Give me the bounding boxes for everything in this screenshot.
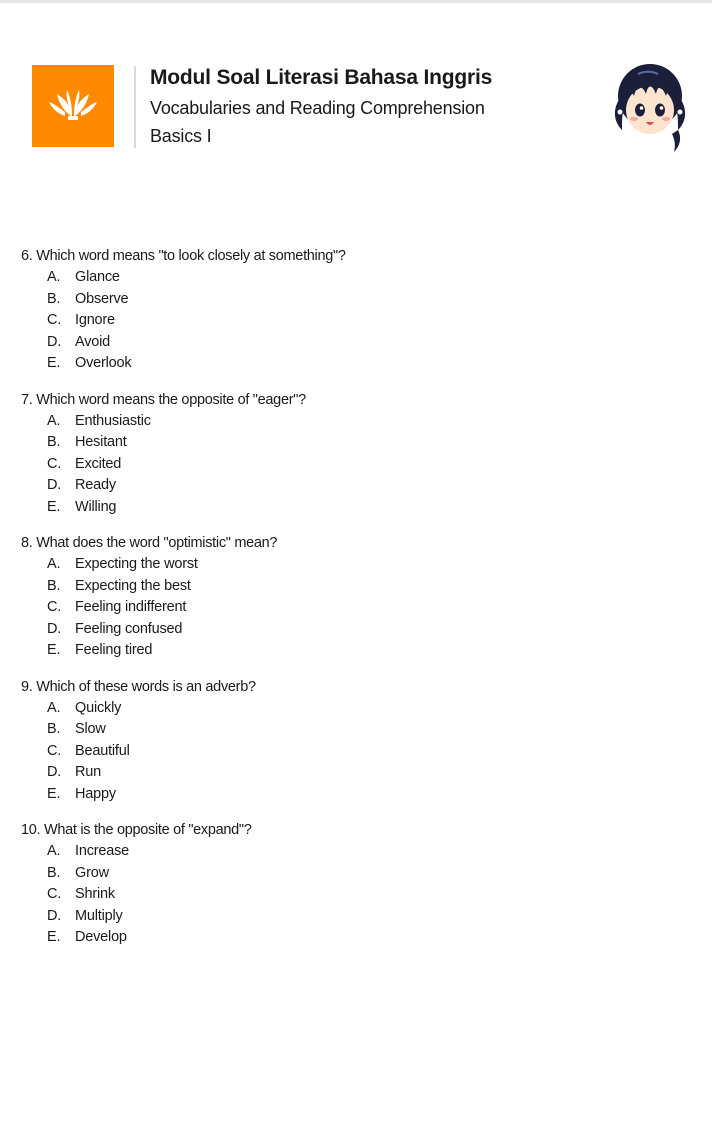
option-e	[0, 927, 712, 949]
question-9	[0, 677, 712, 806]
option-e	[0, 353, 712, 375]
option-b	[0, 863, 712, 885]
question-8	[0, 533, 712, 662]
option-letter: D.	[47, 477, 62, 493]
option-e	[0, 784, 712, 806]
option-b	[0, 576, 712, 598]
option-text: Excited	[75, 455, 122, 472]
option-b	[0, 719, 712, 741]
option-letter: D.	[47, 764, 62, 780]
question-text: 9. Which of these words is an adverb?	[21, 678, 256, 695]
option-text: Quickly	[75, 699, 122, 716]
winged-emblem-icon	[45, 86, 101, 126]
option-text: Enthusiastic	[75, 412, 151, 429]
option-letter: A.	[47, 843, 61, 859]
option-letter: E.	[47, 355, 61, 371]
option-letter: B.	[47, 290, 61, 307]
option-c	[0, 454, 712, 476]
question-list	[0, 246, 712, 964]
module-header	[0, 0, 712, 200]
option-a	[0, 841, 712, 863]
question-text: 10. What is the opposite of "expand"?	[21, 822, 252, 838]
option-letter: B.	[47, 434, 61, 450]
option-letter: A.	[47, 412, 61, 429]
option-text: Willing	[75, 498, 117, 515]
option-b	[0, 432, 712, 454]
option-e	[0, 640, 712, 662]
option-text: Hesitant	[75, 434, 127, 450]
option-text: Feeling tired	[75, 642, 153, 658]
option-letter: E.	[47, 498, 61, 515]
option-letter: C.	[47, 742, 62, 759]
option-letter: B.	[47, 577, 61, 594]
option-text: Avoid	[75, 333, 111, 350]
option-letter: C.	[47, 455, 62, 472]
answer-options	[0, 698, 712, 806]
option-text: Expecting the best	[75, 577, 191, 594]
option-text: Ignore	[75, 312, 115, 328]
answer-options	[0, 267, 712, 375]
option-text: Shrink	[75, 886, 115, 902]
option-text: Feeling indifferent	[75, 599, 187, 615]
option-d	[0, 619, 712, 641]
option-a	[0, 267, 712, 289]
option-c	[0, 597, 712, 619]
option-letter: A.	[47, 556, 61, 572]
option-letter: A.	[47, 699, 61, 716]
anime-girl-avatar-icon	[608, 58, 692, 154]
option-letter: C.	[47, 886, 62, 902]
option-d	[0, 332, 712, 354]
option-text: Grow	[75, 864, 109, 881]
module-title: Modul Soal Literasi Bahasa Inggris	[150, 66, 493, 89]
answer-options	[0, 411, 712, 519]
module-level: Basics I	[150, 126, 212, 146]
option-text: Feeling confused	[75, 620, 183, 637]
option-text: Beautiful	[75, 742, 130, 759]
option-c	[0, 884, 712, 906]
option-d	[0, 762, 712, 784]
option-b	[0, 289, 712, 311]
option-text: Ready	[75, 477, 116, 493]
question-text: 8. What does the word "optimistic" mean?	[21, 535, 278, 551]
option-letter: D.	[47, 620, 62, 637]
option-c	[0, 310, 712, 332]
option-d	[0, 906, 712, 928]
option-text: Overlook	[75, 355, 132, 371]
question-text: 7. Which word means the opposite of "eager"?	[21, 391, 306, 408]
question-text: 6. Which word means "to look closely at something"?	[21, 248, 346, 264]
header-divider	[134, 66, 136, 148]
option-letter: E.	[47, 642, 61, 658]
option-letter: A.	[47, 269, 61, 285]
option-letter: E.	[47, 929, 61, 945]
option-text: Expecting the worst	[75, 556, 198, 572]
option-text: Develop	[75, 929, 127, 945]
option-text: Glance	[75, 269, 120, 285]
module-logo	[32, 65, 114, 147]
option-e	[0, 497, 712, 519]
option-text: Slow	[75, 721, 106, 737]
option-letter: C.	[47, 312, 62, 328]
question-6	[0, 246, 712, 375]
option-text: Run	[75, 764, 101, 780]
module-subtitle: Vocabularies and Reading Comprehension	[150, 98, 485, 118]
option-a	[0, 698, 712, 720]
option-text: Happy	[75, 785, 116, 802]
option-a	[0, 554, 712, 576]
question-10	[0, 820, 712, 949]
option-letter: E.	[47, 785, 61, 802]
option-d	[0, 475, 712, 497]
option-letter: D.	[47, 333, 62, 350]
answer-options	[0, 841, 712, 949]
option-a	[0, 411, 712, 433]
option-letter: D.	[47, 907, 62, 924]
option-letter: B.	[47, 864, 61, 881]
answer-options	[0, 554, 712, 662]
option-text: Multiply	[75, 907, 123, 924]
option-c	[0, 741, 712, 763]
option-text: Observe	[75, 290, 129, 307]
option-letter: C.	[47, 599, 62, 615]
option-letter: B.	[47, 721, 61, 737]
question-7	[0, 390, 712, 519]
option-text: Increase	[75, 843, 130, 859]
